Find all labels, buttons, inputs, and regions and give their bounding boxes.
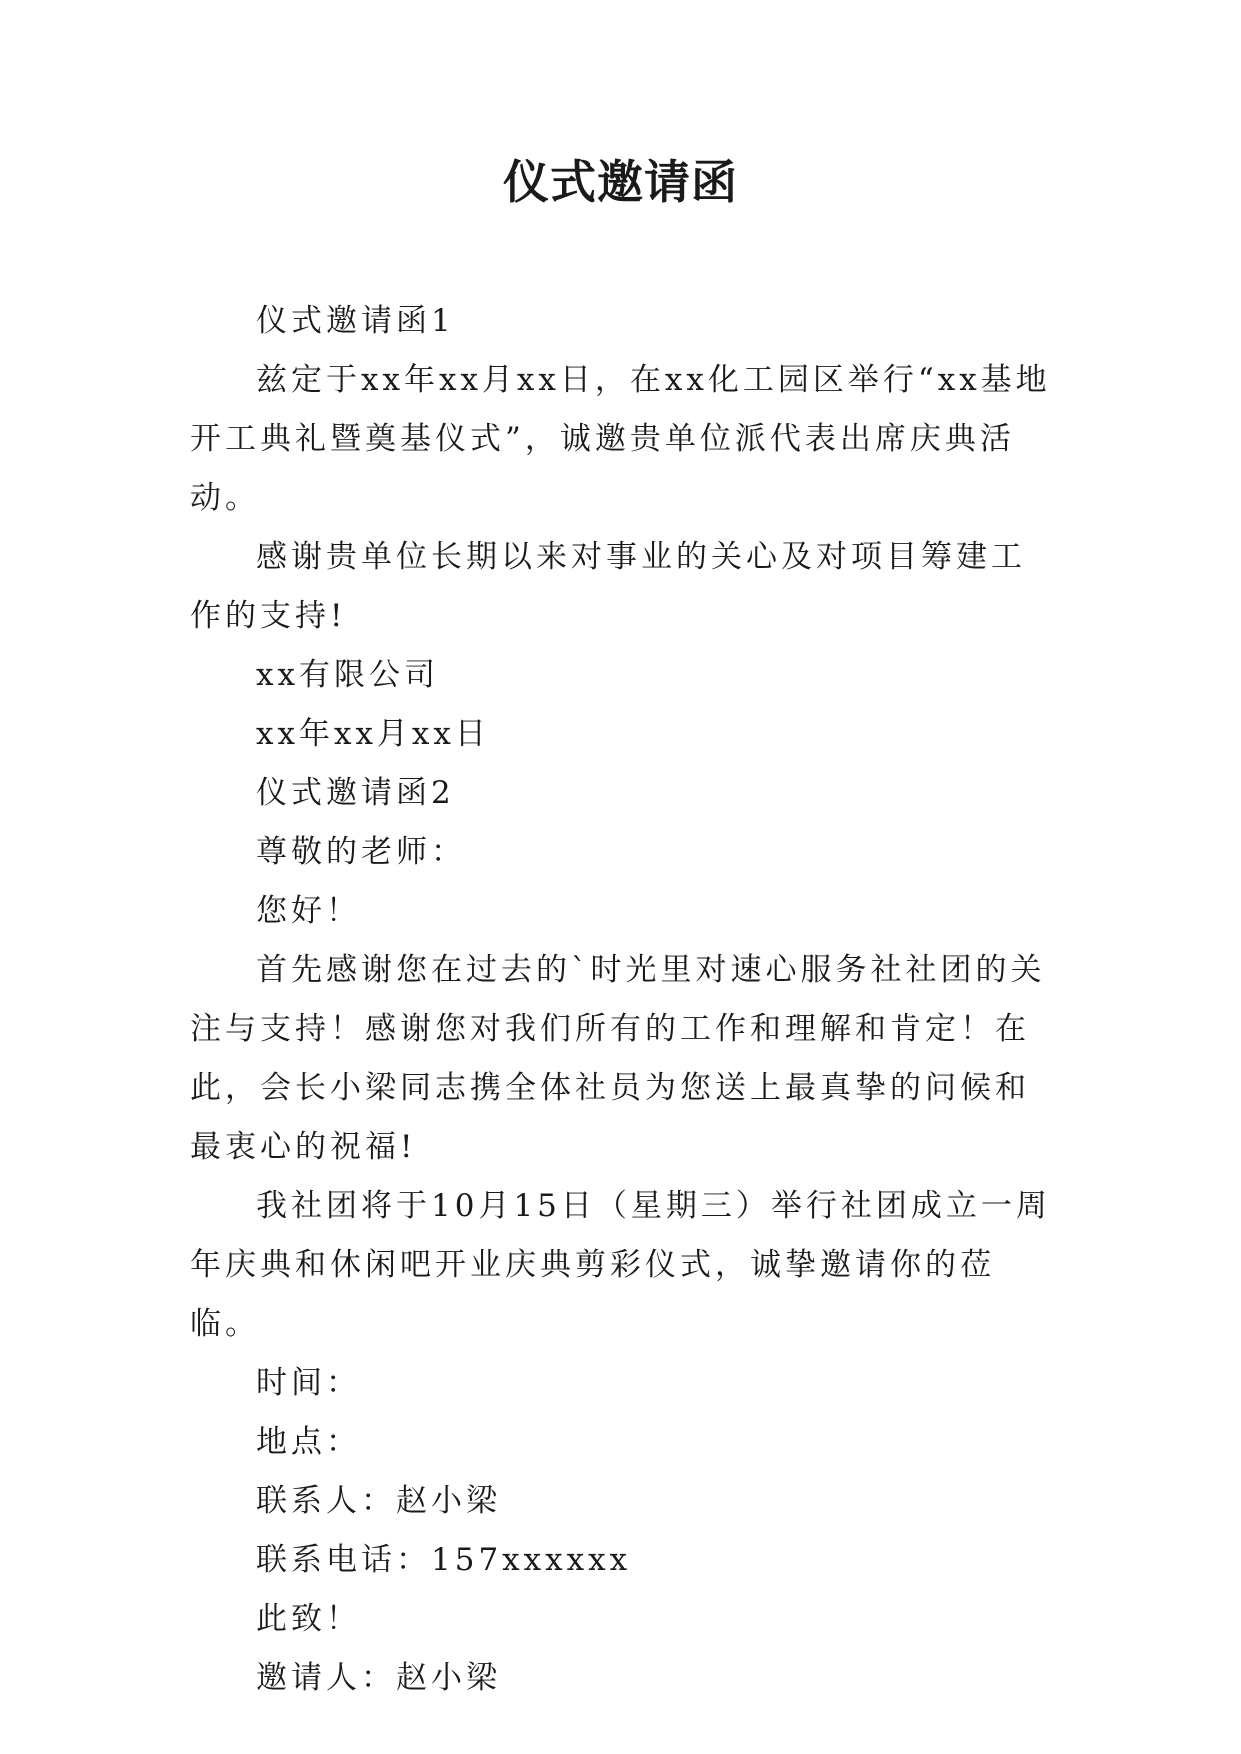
document-title: 仪式邀请函 xyxy=(503,155,738,209)
closing: 此致！ xyxy=(256,1601,361,1637)
event-location: 地点： xyxy=(256,1424,361,1460)
contact-person: 联系人：赵小梁 xyxy=(256,1483,501,1519)
salutation: 尊敬的老师： xyxy=(256,834,466,870)
section-heading-2: 仪式邀请函2 xyxy=(256,775,455,811)
paragraph: 我社团将于10月15日（星期三）举行社团成立一周年庆典和休闲吧开业庆典剪彩仪式，诚挚邀请你的莅临。 xyxy=(190,1188,1051,1342)
paragraph: 感谢贵单位长期以来对事业的关心及对项目筹建工作的支持! xyxy=(190,539,1026,634)
contact-phone: 联系电话：157xxxxxx xyxy=(256,1542,632,1578)
paragraph: 首先感谢您在过去的`时光里对速心服务社社团的关注与支持！感谢您对我们所有的工作和理解和肯定！在此，会长小梁同志携全体社员为您送上最真挚的问候和最衷心的祝福! xyxy=(190,952,1046,1165)
greeting: 您好！ xyxy=(256,893,361,929)
paragraph: 兹定于xx年xx月xx日，在xx化工园区举行“xx基地开工典礼暨奠基仪式”，诚邀贵单位派代表出席庆典活动。 xyxy=(190,362,1051,516)
document-body xyxy=(190,292,1054,1708)
section-heading-1: 仪式邀请函1 xyxy=(256,303,455,339)
event-time: 时间： xyxy=(256,1365,361,1401)
signature-date: xx年xx月xx日 xyxy=(256,716,490,752)
company-signature: xx有限公司 xyxy=(256,657,439,693)
inviter: 邀请人：赵小梁 xyxy=(256,1660,501,1696)
